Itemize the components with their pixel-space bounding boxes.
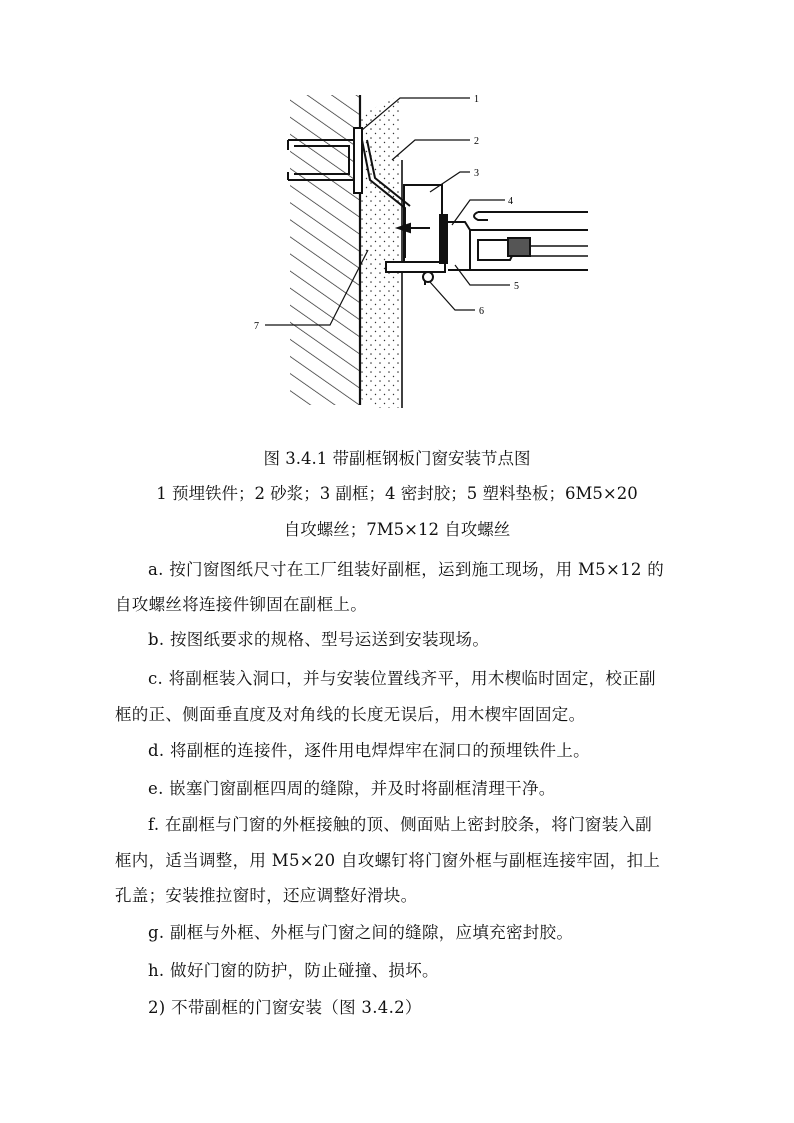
callout-2: 2: [474, 136, 479, 147]
wall-hatch: [290, 95, 360, 405]
figure-legend-line2: 自攻螺丝；7M5×12 自攻螺丝: [283, 520, 511, 539]
callout-7: 7: [254, 321, 259, 332]
section-2-heading: 2) 不带副框的门窗安装（图 3.4.2）: [148, 998, 422, 1017]
figure-legend-line1: 1 预埋铁件；2 砂浆；3 副框；4 密封胶；5 塑料垫板；6M5×20: [156, 484, 638, 503]
step-a-line1: a. 按门窗图纸尺寸在工厂组装好副框，运到施工现场，用 M5×12 的: [148, 560, 665, 579]
step-f-line3: 孔盖；安装推拉窗时，还应调整好滑块。: [115, 886, 418, 905]
step-b: b. 按图纸要求的规格、型号运送到安装现场。: [148, 630, 490, 649]
step-e: e. 嵌塞门窗副框四周的缝隙，并及时将副框清理干净。: [148, 779, 556, 798]
step-f-line1: f. 在副框与门窗的外框接触的顶、侧面贴上密封胶条，将门窗装入副: [148, 815, 653, 834]
callout-6: 6: [479, 306, 484, 317]
callout-4: 4: [508, 196, 513, 207]
step-f-line2: 框内，适当调整，用 M5×20 自攻螺钉将门窗外框与副框连接牢固，扣上: [115, 851, 661, 870]
step-h: h. 做好门窗的防护，防止碰撞、损坏。: [148, 961, 439, 980]
step-c-line2: 框的正、侧面垂直度及对角线的长度无误后，用木楔牢固固定。: [115, 705, 586, 724]
mortar-fill: [360, 95, 402, 408]
step-g: g. 副框与外框、外框与门窗之间的缝隙，应填充密封胶。: [148, 923, 574, 942]
step-c-line1: c. 将副框装入洞口，并与安装位置线齐平，用木楔临时固定，校正副: [148, 669, 656, 688]
callout-3: 3: [474, 168, 479, 179]
step-d: d. 将副框的连接件，逐件用电焊焊牢在洞口的预埋铁件上。: [148, 741, 590, 760]
callout-5: 5: [514, 281, 519, 292]
installation-node-drawing: [250, 85, 600, 415]
callout-1: 1: [474, 94, 479, 105]
outer-frame: [440, 212, 588, 270]
figure-title: 图 3.4.1 带副框钢板门窗安装节点图: [263, 449, 531, 468]
step-a-line2: 自攻螺丝将连接件铆固在副框上。: [115, 595, 367, 614]
